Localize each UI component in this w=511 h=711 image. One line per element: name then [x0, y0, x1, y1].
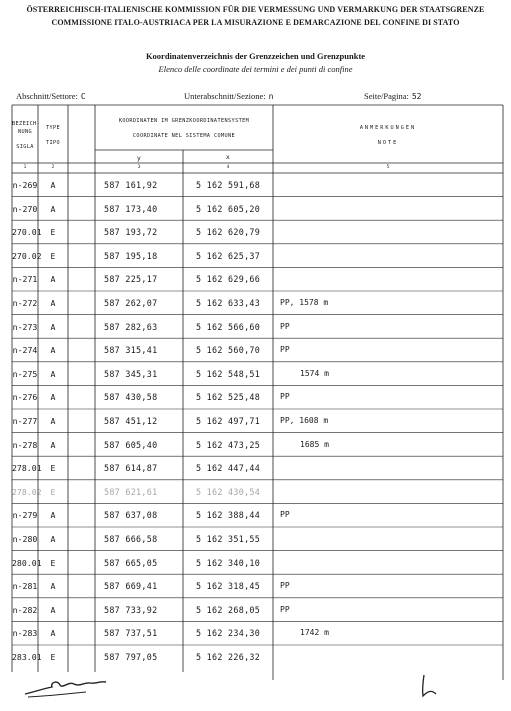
- row-sigla: 270.01: [12, 227, 42, 238]
- row-note: PP: [280, 321, 290, 331]
- row-sigla: n-274: [12, 345, 38, 356]
- row-type: E: [50, 463, 56, 474]
- col-coord-de: KOORDINATEN IM GRENZKOORDINATENSYSTEM: [118, 118, 250, 124]
- col-number-5: 5: [386, 165, 390, 170]
- row-type: E: [50, 557, 56, 568]
- col-sigla-de: BEZEICH-: [12, 121, 41, 127]
- row-x: 5 162 388,44: [196, 510, 261, 521]
- signature-right: [418, 672, 442, 700]
- row-note: PP, 1578 m: [280, 298, 329, 307]
- row-type: A: [50, 180, 56, 190]
- row-note: PP: [280, 581, 290, 591]
- row-sigla: 283.01: [12, 652, 42, 662]
- row-x: 5 162 525,48: [196, 392, 261, 403]
- row-type: A: [50, 203, 56, 214]
- row-sigla: 280.01: [12, 557, 42, 568]
- row-sigla: n-276: [12, 392, 38, 403]
- row-x: 5 162 591,68: [196, 180, 261, 190]
- row-y: 587 225,17: [104, 274, 158, 285]
- row-y: 587 161,92: [104, 180, 158, 190]
- col-type-it: TIPO: [45, 140, 61, 146]
- row-sigla: n-272: [12, 298, 38, 308]
- col-sigla-de2: NUNG: [17, 129, 33, 135]
- col-number-3: 3: [137, 165, 141, 170]
- row-sigla: n-282: [12, 604, 38, 615]
- row-y: 587 195,18: [104, 250, 158, 261]
- col-x: x: [225, 153, 231, 161]
- row-x: 5 162 629,66: [196, 274, 261, 285]
- unterabschnitt-value: n: [268, 92, 274, 101]
- abschnitt-label: Abschnitt/Settore:: [16, 91, 78, 101]
- row-y: 587 666,58: [104, 534, 158, 544]
- row-x: 5 162 473,25: [196, 439, 261, 450]
- col-number-4: 4: [226, 165, 230, 170]
- document-title-it: Elenco delle coordinate dei termini e dei punti di confine: [158, 64, 353, 74]
- row-y: 587 637,08: [104, 510, 158, 521]
- row-type: A: [50, 298, 56, 308]
- row-type: E: [50, 652, 56, 662]
- row-note: PP: [280, 604, 290, 614]
- row-y: 587 605,40: [104, 439, 158, 450]
- row-type: A: [50, 604, 56, 615]
- row-x: 5 162 234,30: [196, 628, 261, 639]
- row-y: 587 737,51: [104, 628, 158, 639]
- row-x: 5 162 351,55: [196, 534, 261, 544]
- seite-field: [364, 91, 422, 101]
- row-type: A: [50, 321, 56, 332]
- row-x: 5 162 605,20: [196, 203, 261, 214]
- row-type: E: [50, 250, 56, 261]
- unterabschnitt-label: Unterabschnitt/Sezione:: [184, 91, 266, 101]
- row-sigla: 270.02: [12, 250, 42, 261]
- row-sigla: n-275: [12, 368, 38, 379]
- row-y: 587 621,61: [104, 486, 158, 497]
- commission-header-de: ÖSTERREICHISCH-ITALIENISCHE KOMMISSION FÜR DIE VERMESSUNG UND VERMARKUNG DER STAATSGRENZE: [26, 5, 485, 14]
- row-x: 5 162 268,05: [196, 604, 261, 615]
- col-sigla-it: SIGLA: [16, 144, 34, 150]
- row-sigla: n-273: [12, 321, 38, 332]
- row-x: 5 162 447,44: [196, 463, 261, 474]
- col-type-de: TYPE: [45, 125, 61, 131]
- col-coord-it: COORDINATE NEL SISTEMA COMUNE: [132, 133, 236, 139]
- row-sigla: 278.01: [12, 463, 42, 474]
- commission-header-it: COMMISSIONE ITALO-AUSTRIACA PER LA MISURAZIONE E DEMARCAZIONE DEL CONFINE DI STATO: [51, 18, 460, 27]
- row-y: 587 614,87: [104, 463, 158, 474]
- abschnitt-value: C: [80, 92, 86, 101]
- row-y: 587 665,05: [104, 557, 158, 568]
- col-notes-de: ANMERKUNGEN: [359, 125, 417, 131]
- row-x: 5 162 430,54: [196, 486, 261, 497]
- row-x: 5 162 548,51: [196, 368, 261, 379]
- seite-value: 52: [411, 92, 422, 101]
- row-sigla: n-278: [12, 439, 38, 450]
- row-sigla: n-281: [12, 581, 38, 592]
- row-sigla: n-283: [12, 628, 38, 639]
- row-y: 587 193,72: [104, 227, 158, 238]
- row-sigla: n-270: [12, 203, 38, 214]
- col-number-2: 2: [51, 165, 55, 170]
- row-sigla: n-279: [12, 510, 38, 521]
- row-y: 587 669,41: [104, 581, 158, 592]
- row-sigla: 278.02: [12, 486, 42, 497]
- signature-left: [22, 672, 112, 702]
- row-y: 587 797,05: [104, 652, 158, 662]
- row-type: A: [50, 510, 56, 521]
- row-note: 1742 m: [300, 628, 329, 638]
- row-x: 5 162 566,60: [196, 321, 261, 332]
- row-type: E: [50, 486, 56, 497]
- seite-label: Seite/Pagina:: [364, 91, 409, 101]
- row-type: A: [50, 345, 56, 356]
- row-note: PP: [280, 510, 290, 520]
- row-sigla: n-271: [12, 274, 38, 285]
- unterabschnitt-field: [184, 91, 274, 101]
- row-x: 5 162 560,70: [196, 345, 261, 356]
- row-x: 5 162 497,71: [196, 416, 261, 426]
- row-x: 5 162 318,45: [196, 581, 261, 592]
- row-y: 587 282,63: [104, 321, 158, 332]
- row-y: 587 262,07: [104, 298, 158, 308]
- row-x: 5 162 226,32: [196, 652, 261, 662]
- row-type: A: [50, 439, 56, 450]
- row-y: 587 173,40: [104, 203, 158, 214]
- row-type: A: [50, 368, 56, 379]
- abschnitt-field: [16, 91, 86, 101]
- document-title-de: Koordinatenverzeichnis der Grenzzeichen und Grenzpunkte: [145, 51, 366, 61]
- row-y: 587 430,58: [104, 392, 158, 403]
- row-note: 1574 m: [300, 368, 329, 378]
- row-x: 5 162 625,37: [196, 250, 261, 261]
- row-note: PP, 1608 m: [280, 416, 329, 425]
- col-number-1: 1: [23, 165, 27, 170]
- row-sigla: n-277: [12, 416, 38, 426]
- row-note: PP: [280, 345, 290, 355]
- row-y: 587 451,12: [104, 416, 158, 426]
- row-type: A: [50, 392, 56, 403]
- row-y: 587 315,41: [104, 345, 158, 356]
- row-y: 587 345,31: [104, 368, 158, 379]
- row-note: PP: [280, 392, 290, 402]
- col-y: y: [136, 154, 142, 162]
- row-x: 5 162 340,10: [196, 557, 261, 568]
- col-notes-it: NOTE: [377, 140, 399, 146]
- row-x: 5 162 633,43: [196, 298, 261, 308]
- row-type: A: [50, 628, 56, 639]
- row-x: 5 162 620,79: [196, 227, 261, 238]
- row-sigla: n-269: [12, 180, 38, 190]
- row-type: A: [50, 274, 56, 285]
- row-type: A: [50, 534, 56, 544]
- row-type: E: [50, 227, 56, 238]
- row-note: 1685 m: [300, 439, 329, 449]
- row-type: A: [50, 581, 56, 592]
- row-type: A: [50, 416, 56, 426]
- row-y: 587 733,92: [104, 604, 158, 615]
- row-sigla: n-280: [12, 534, 38, 544]
